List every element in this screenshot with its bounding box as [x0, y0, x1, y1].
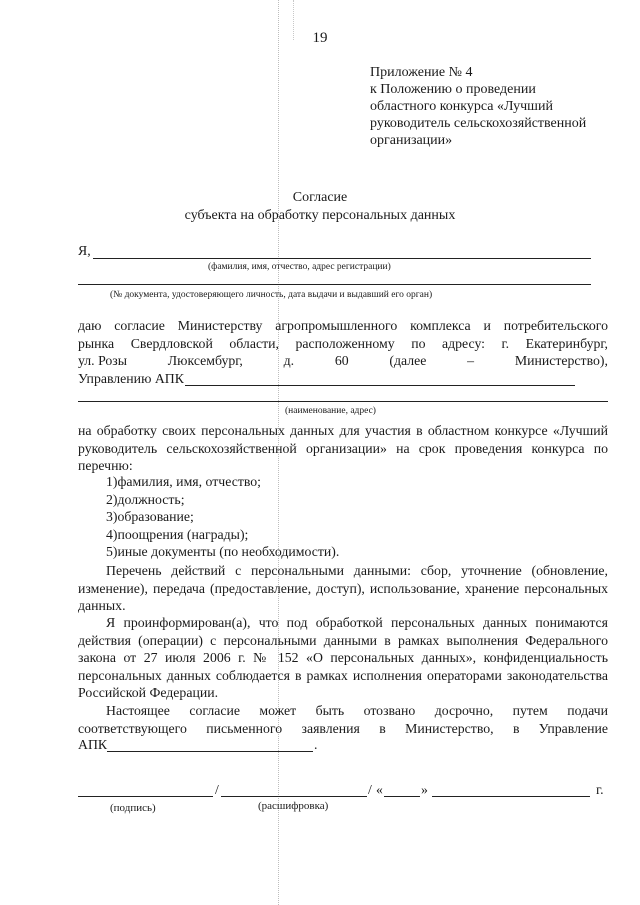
document-subtitle: субъекта на обработку персональных данных	[184, 208, 456, 223]
department-field-hint: (наименование, адрес)	[285, 406, 376, 416]
decoding-line[interactable]	[221, 796, 367, 797]
appendix-line: к Положению о проведении	[370, 82, 536, 97]
informed-paragraph: Я проинформирован(а), что под обработкой персональных данных понимаются действия (операции) с персональными данными в рамках выполнения Федерального закона от 27 июля 2006 г. № 152 «О персональных данных», конфиденциальность персональных данных соблюдается в рамках исполнения операторами законодательства Российской Федерации.	[78, 615, 608, 700]
list-item: 3)образование;	[106, 509, 194, 524]
department-field-line[interactable]	[185, 385, 575, 386]
date-quote-close: »	[421, 782, 428, 797]
consent-line-2: рынка Свердловской области, расположенному по адресу: г. Екатеринбург,	[78, 336, 608, 351]
name-field-line[interactable]	[93, 258, 591, 259]
department-label: Управлению АПК	[78, 371, 184, 386]
list-item: 1)фамилия, имя, отчество;	[106, 474, 261, 489]
revoke-end: .	[314, 737, 318, 752]
appendix-line: организации»	[370, 133, 453, 148]
department-field-line-2[interactable]	[78, 401, 608, 402]
month-year-line[interactable]	[432, 796, 590, 797]
year-suffix: г.	[596, 782, 604, 797]
address-word: (далее	[389, 353, 427, 368]
address-word: Министерство),	[514, 353, 608, 368]
revoke-tail: АПК	[78, 737, 108, 752]
separator-slash: /	[368, 782, 372, 797]
list-item: 5)иные документы (по необходимости).	[106, 544, 340, 559]
address-word: 60	[334, 353, 349, 368]
signature-line[interactable]	[78, 796, 213, 797]
signature-label: (подпись)	[110, 802, 156, 814]
consent-line-3	[78, 353, 608, 369]
appendix-line: областного конкурса «Лучший	[370, 99, 553, 114]
address-word: д.	[283, 353, 295, 368]
decoding-label: (расшифровка)	[258, 800, 329, 812]
name-field-hint: (фамилия, имя, отчество, адрес регистрации)	[208, 262, 391, 272]
address-word: Люксембург,	[167, 353, 243, 368]
list-item: 4)поощрения (награды);	[106, 527, 249, 542]
separator-slash: /	[215, 782, 219, 797]
page-number: 19	[312, 30, 328, 46]
document-field-line[interactable]	[78, 284, 591, 285]
consent-purpose-paragraph: на обработку своих персональных данных для участия в областном конкурсе «Лучший руководитель сельскохозяйственной организации» на срок проведения конкурса по перечню:	[78, 423, 608, 473]
list-item: 2)должность;	[106, 492, 185, 507]
revoke-department-line[interactable]	[107, 751, 313, 752]
day-line[interactable]	[384, 796, 420, 797]
document-field-hint: (№ документа, удостоверяющего личность, дата выдачи и выдавший его орган)	[110, 290, 433, 300]
consent-line-1: даю согласие Министерству агропромышленного комплекса и потребительского	[78, 318, 608, 333]
address-word: ул. Розы	[78, 353, 128, 368]
address-word: –	[467, 353, 475, 368]
appendix-line: руководитель сельскохозяйственной	[370, 116, 587, 131]
appendix-header	[370, 64, 586, 149]
date-quote-open: «	[376, 782, 383, 797]
appendix-line: Приложение № 4	[370, 65, 473, 80]
subject-prefix: Я,	[78, 243, 91, 258]
document-title: Согласие	[292, 190, 348, 205]
revoke-paragraph: Настоящее согласие может быть отозвано досрочно, путем подачи соответствующего письменного заявления в Министерство, в Управление	[78, 703, 608, 736]
actions-paragraph: Перечень действий с персональными данными: сбор, уточнение (обновление, изменение), передача (предоставление, доступ), использование, хранение персональных данных.	[78, 563, 608, 613]
